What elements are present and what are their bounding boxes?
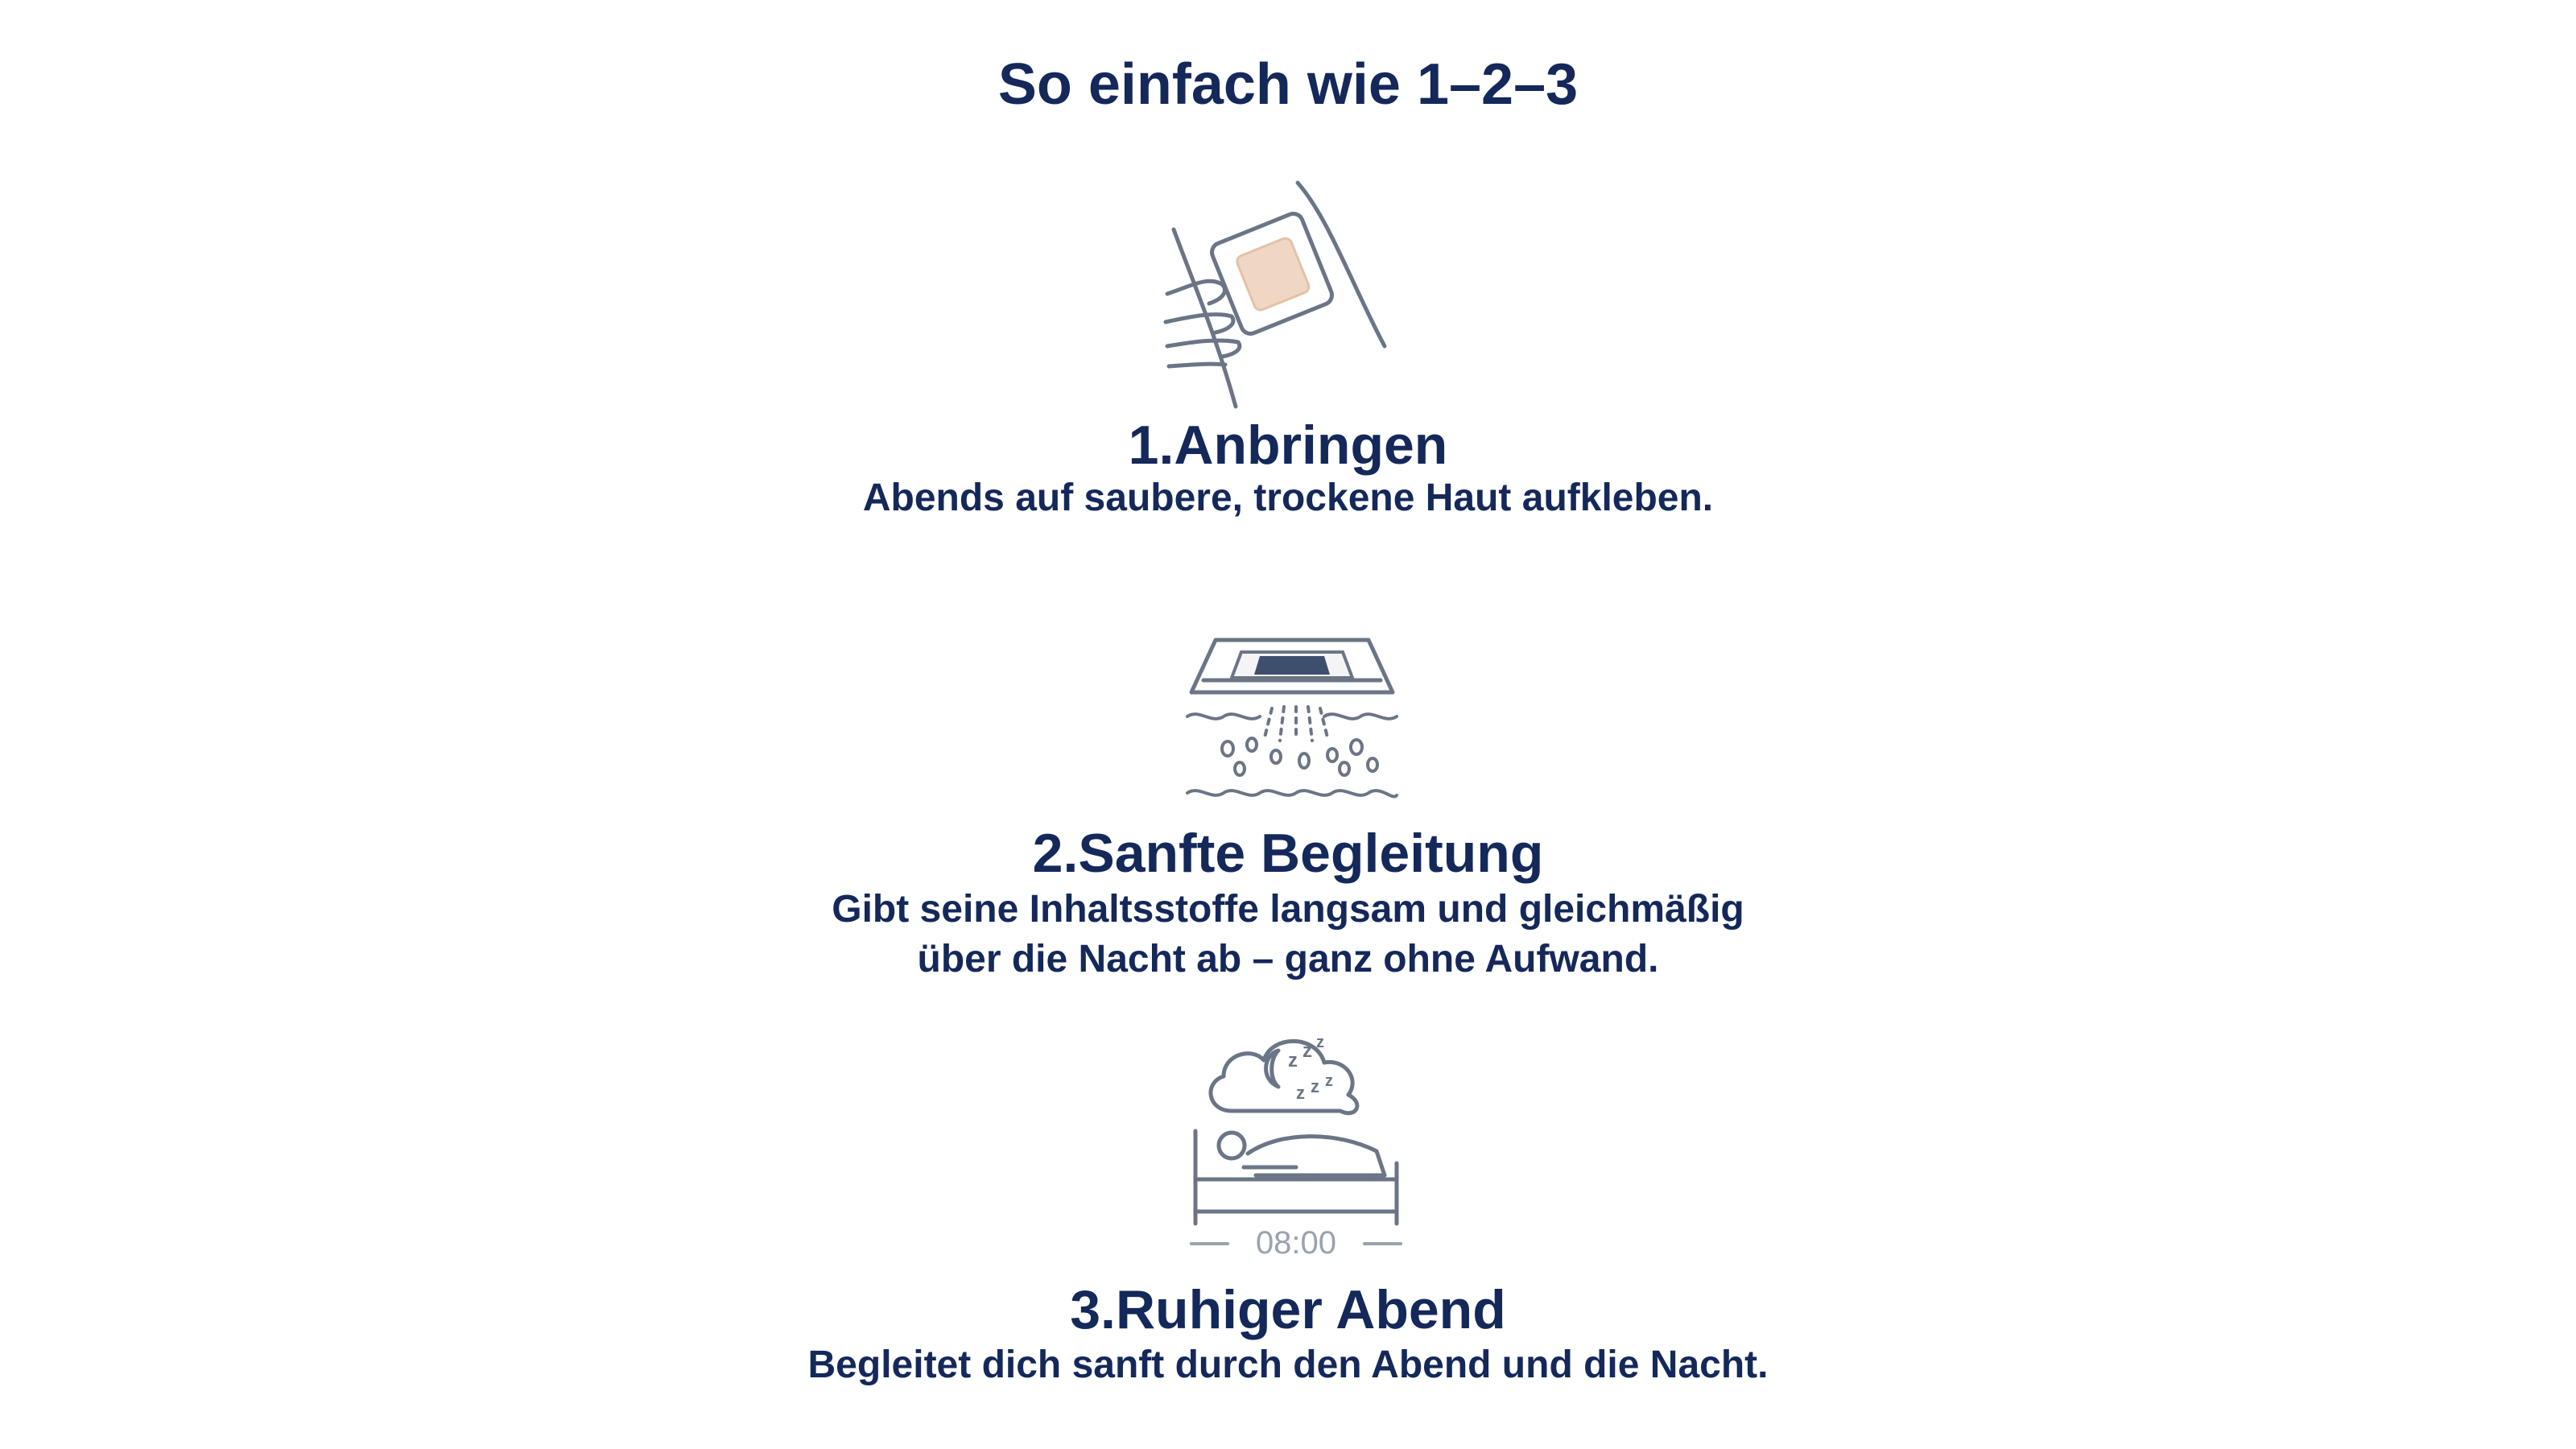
page-title: So einfach wie 1–2–3 — [997, 52, 1579, 117]
svg-text:z: z — [1316, 1034, 1324, 1051]
svg-text:z: z — [1296, 1083, 1305, 1103]
step-2-heading: 2.Sanfte Begleitung — [1032, 823, 1544, 884]
step-3-description — [0, 1340, 2576, 1390]
svg-text:z: z — [1288, 1050, 1298, 1071]
svg-text:z: z — [1325, 1072, 1333, 1090]
step-1-description — [0, 473, 2576, 523]
patch-release-icon — [1183, 612, 1401, 813]
patch-application-icon — [1159, 173, 1401, 411]
sleep-bed-icon — [1183, 1018, 1409, 1260]
step-1-description-line: Abends auf saubere, trockene Haut aufkleben. — [862, 477, 1714, 519]
step-1-heading: 1.Anbringen — [1128, 415, 1448, 476]
step-2-description-line-1: Gibt seine Inhaltsstoffe langsam und gleichmäßig — [832, 888, 1744, 931]
step-3-heading: 3.Ruhiger Abend — [1070, 1279, 1506, 1340]
svg-text:z: z — [1302, 1040, 1312, 1062]
step-3-description-line: Begleitet dich sanft durch den Abend und die Nacht. — [807, 1344, 1769, 1386]
step-2-description — [0, 885, 2576, 985]
svg-text:z: z — [1311, 1076, 1319, 1096]
step-2-description-line-2: über die Nacht ab – ganz ohne Aufwand. — [917, 938, 1659, 980]
clock-text: 08:00 — [1255, 1225, 1337, 1260]
